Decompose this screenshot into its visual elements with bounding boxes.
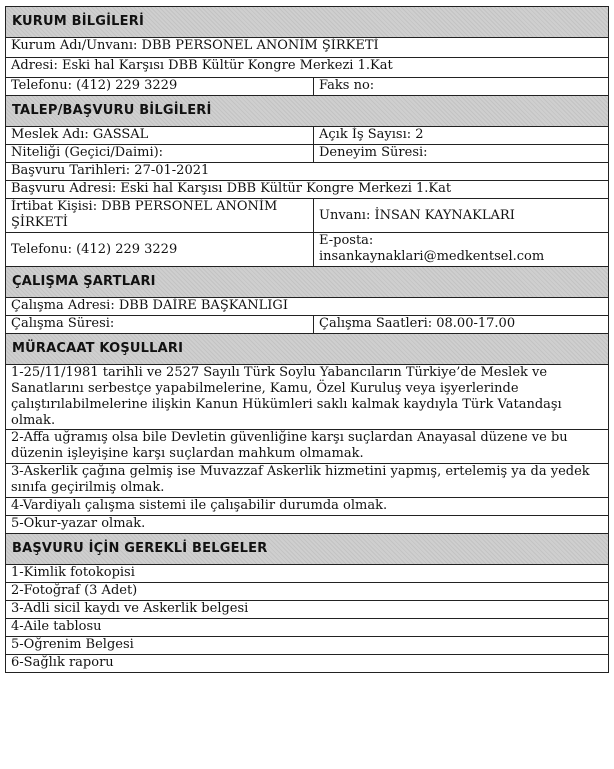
muracaat-item: 1-25/11/1981 tarihli ve 2527 Sayılı Türk Soylu Yabancıların Türkiye’de Meslek ve Sanatlarını serbestçe yapabilmelerine, Kamu, Özel Kuruluş veya işyerlerinde çalıştırılabilmelerine ilişkin Kanun Hükümleri saklı kalmak kaydıyla Türk Vatandaşı olmak. — [6, 365, 609, 430]
section-heading-talep: TALEP/BAŞVURU BİLGİLERİ — [6, 96, 609, 127]
talep-telefon: Telefonu: (412) 229 3229 — [6, 233, 314, 267]
deneyim-suresi: Deneyim Süresi: — [314, 145, 609, 163]
eposta-cell — [314, 233, 609, 267]
belge-item: 3-Adli sicil kaydı ve Askerlik belgesi — [6, 601, 609, 619]
muracaat-item: 3-Askerlik çağına gelmiş ise Muvazzaf Askerlik hizmetini yapmış, ertelemiş ya da yedek sınıfa geçirilmiş olmak. — [6, 464, 609, 498]
section-heading-kurum: KURUM BİLGİLERİ — [6, 7, 609, 38]
section-heading-belgeler: BAŞVURU İÇİN GEREKLİ BELGELER — [6, 534, 609, 565]
muracaat-item: 4-Vardiyalı çalışma sistemi ile çalışabilir durumda olmak. — [6, 498, 609, 516]
section-heading-muracaat: MÜRACAAT KOŞULLARI — [6, 334, 609, 365]
job-posting-document — [5, 6, 608, 673]
kurum-faks: Faks no: — [314, 78, 609, 96]
belge-item: 6-Sağlık raporu — [6, 655, 609, 673]
section-heading-calisma: ÇALIŞMA ŞARTLARI — [6, 267, 609, 298]
irtibat-kisisi: İrtibat Kişisi: DBB PERSONEL ANONİM ŞİRKETİ — [6, 199, 314, 233]
kurum-adres: Adresi: Eski hal Karşısı DBB Kültür Kongre Merkezi 1.Kat — [6, 58, 609, 78]
muracaat-item: 2-Affa uğramış olsa bile Devletin güvenliğine karşı suçlardan Anayasal düzene ve bu düzenin işleyişine karşı suçlardan mahkum olmamak. — [6, 430, 609, 464]
calisma-saatleri: Çalışma Saatleri: 08.00-17.00 — [314, 316, 609, 334]
job-posting-table — [5, 6, 609, 673]
belge-item: 4-Aile tablosu — [6, 619, 609, 637]
meslek-adi: Meslek Adı: GASSAL — [6, 127, 314, 145]
eposta-label: E-posta: — [319, 233, 374, 248]
kurum-telefon: Telefonu: (412) 229 3229 — [6, 78, 314, 96]
niteligi: Niteliği (Geçici/Daimi): — [6, 145, 314, 163]
irtibat-unvani: Unvanı: İNSAN KAYNAKLARI — [314, 199, 609, 233]
eposta-address: insankaynaklari@medkentsel.com — [319, 249, 545, 264]
kurum-adi: Kurum Adı/Unvanı: DBB PERSONEL ANONİM ŞİRKETİ — [6, 38, 609, 58]
acik-is-sayisi: Açık İş Sayısı: 2 — [314, 127, 609, 145]
calisma-suresi: Çalışma Süresi: — [6, 316, 314, 334]
muracaat-item: 5-Okur-yazar olmak. — [6, 516, 609, 534]
basvuru-adresi: Başvuru Adresi: Eski hal Karşısı DBB Kültür Kongre Merkezi 1.Kat — [6, 181, 609, 199]
basvuru-tarihleri: Başvuru Tarihleri: 27-01-2021 — [6, 163, 609, 181]
belge-item: 1-Kimlik fotokopisi — [6, 565, 609, 583]
belge-item: 5-Öğrenim Belgesi — [6, 637, 609, 655]
belge-item: 2-Fotoğraf (3 Adet) — [6, 583, 609, 601]
calisma-adresi: Çalışma Adresi: DBB DAİRE BAŞKANLIĞI — [6, 298, 609, 316]
